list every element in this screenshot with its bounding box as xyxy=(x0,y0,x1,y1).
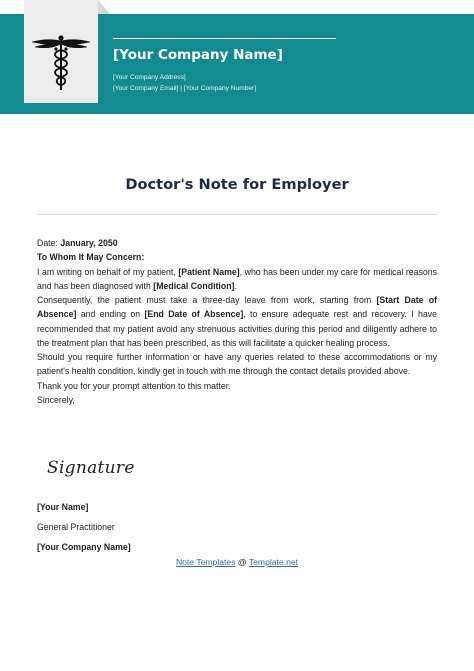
title-divider xyxy=(37,214,437,215)
footer xyxy=(0,557,474,567)
date-line xyxy=(37,236,437,250)
note-templates-link[interactable]: Note Templates xyxy=(175,557,236,567)
document-title: Doctor's Note for Employer xyxy=(125,176,349,193)
company-contact: [Your Company Email] | [Your Company Number] xyxy=(113,85,257,92)
date-label: Date: xyxy=(37,238,61,248)
signature: Signature xyxy=(47,458,135,478)
caduceus-icon xyxy=(29,30,93,94)
signer-title: General Practitioner xyxy=(37,522,115,532)
signer-company: [Your Company Name] xyxy=(37,542,131,552)
start-date: [Start Date of Absence] xyxy=(37,295,438,320)
letter-body xyxy=(37,236,437,407)
signer-name: [Your Name] xyxy=(37,502,89,512)
paragraph-1: I am writing on behalf of my patient, [Patient Name], who has been under my care for medical reasons and has been diagnosed with [Medical Condition]. xyxy=(37,266,437,291)
date-value: January, 2050 xyxy=(60,238,118,248)
footer-separator: @ xyxy=(235,557,249,567)
logo-tab-fold xyxy=(98,0,110,14)
paragraph-2: Consequently, the patient must take a three-day leave from work, starting from [Start Date of Absence] and ending on [End Date of Absence], to ensure adequate rest and recovery. I have recommended that my patient avoid any strenuous activities during this period and diligently adhere to the treatment plan that has been prescribed, as this will facilitate a quicker healing process. xyxy=(37,295,438,348)
template-net-link[interactable]: Template.net xyxy=(248,557,299,567)
header-divider xyxy=(113,38,336,39)
company-name: [Your Company Name] xyxy=(113,47,283,63)
medical-condition: [Medical Condition] xyxy=(153,280,235,291)
patient-name: [Patient Name] xyxy=(178,266,240,277)
company-address: [Your Company Address] xyxy=(113,74,186,81)
paragraph-4: Thank you for your prompt attention to this matter. xyxy=(37,380,231,391)
closing: Sincerely, xyxy=(37,394,75,405)
end-date: [End Date of Absence] xyxy=(144,309,244,320)
salutation: To Whom It May Concern: xyxy=(37,252,145,263)
paragraph-3: Should you require further information or have any queries related to these accommodations or my patient's health condition, kindly get in touch with me through the contact details provided above. xyxy=(37,352,437,377)
